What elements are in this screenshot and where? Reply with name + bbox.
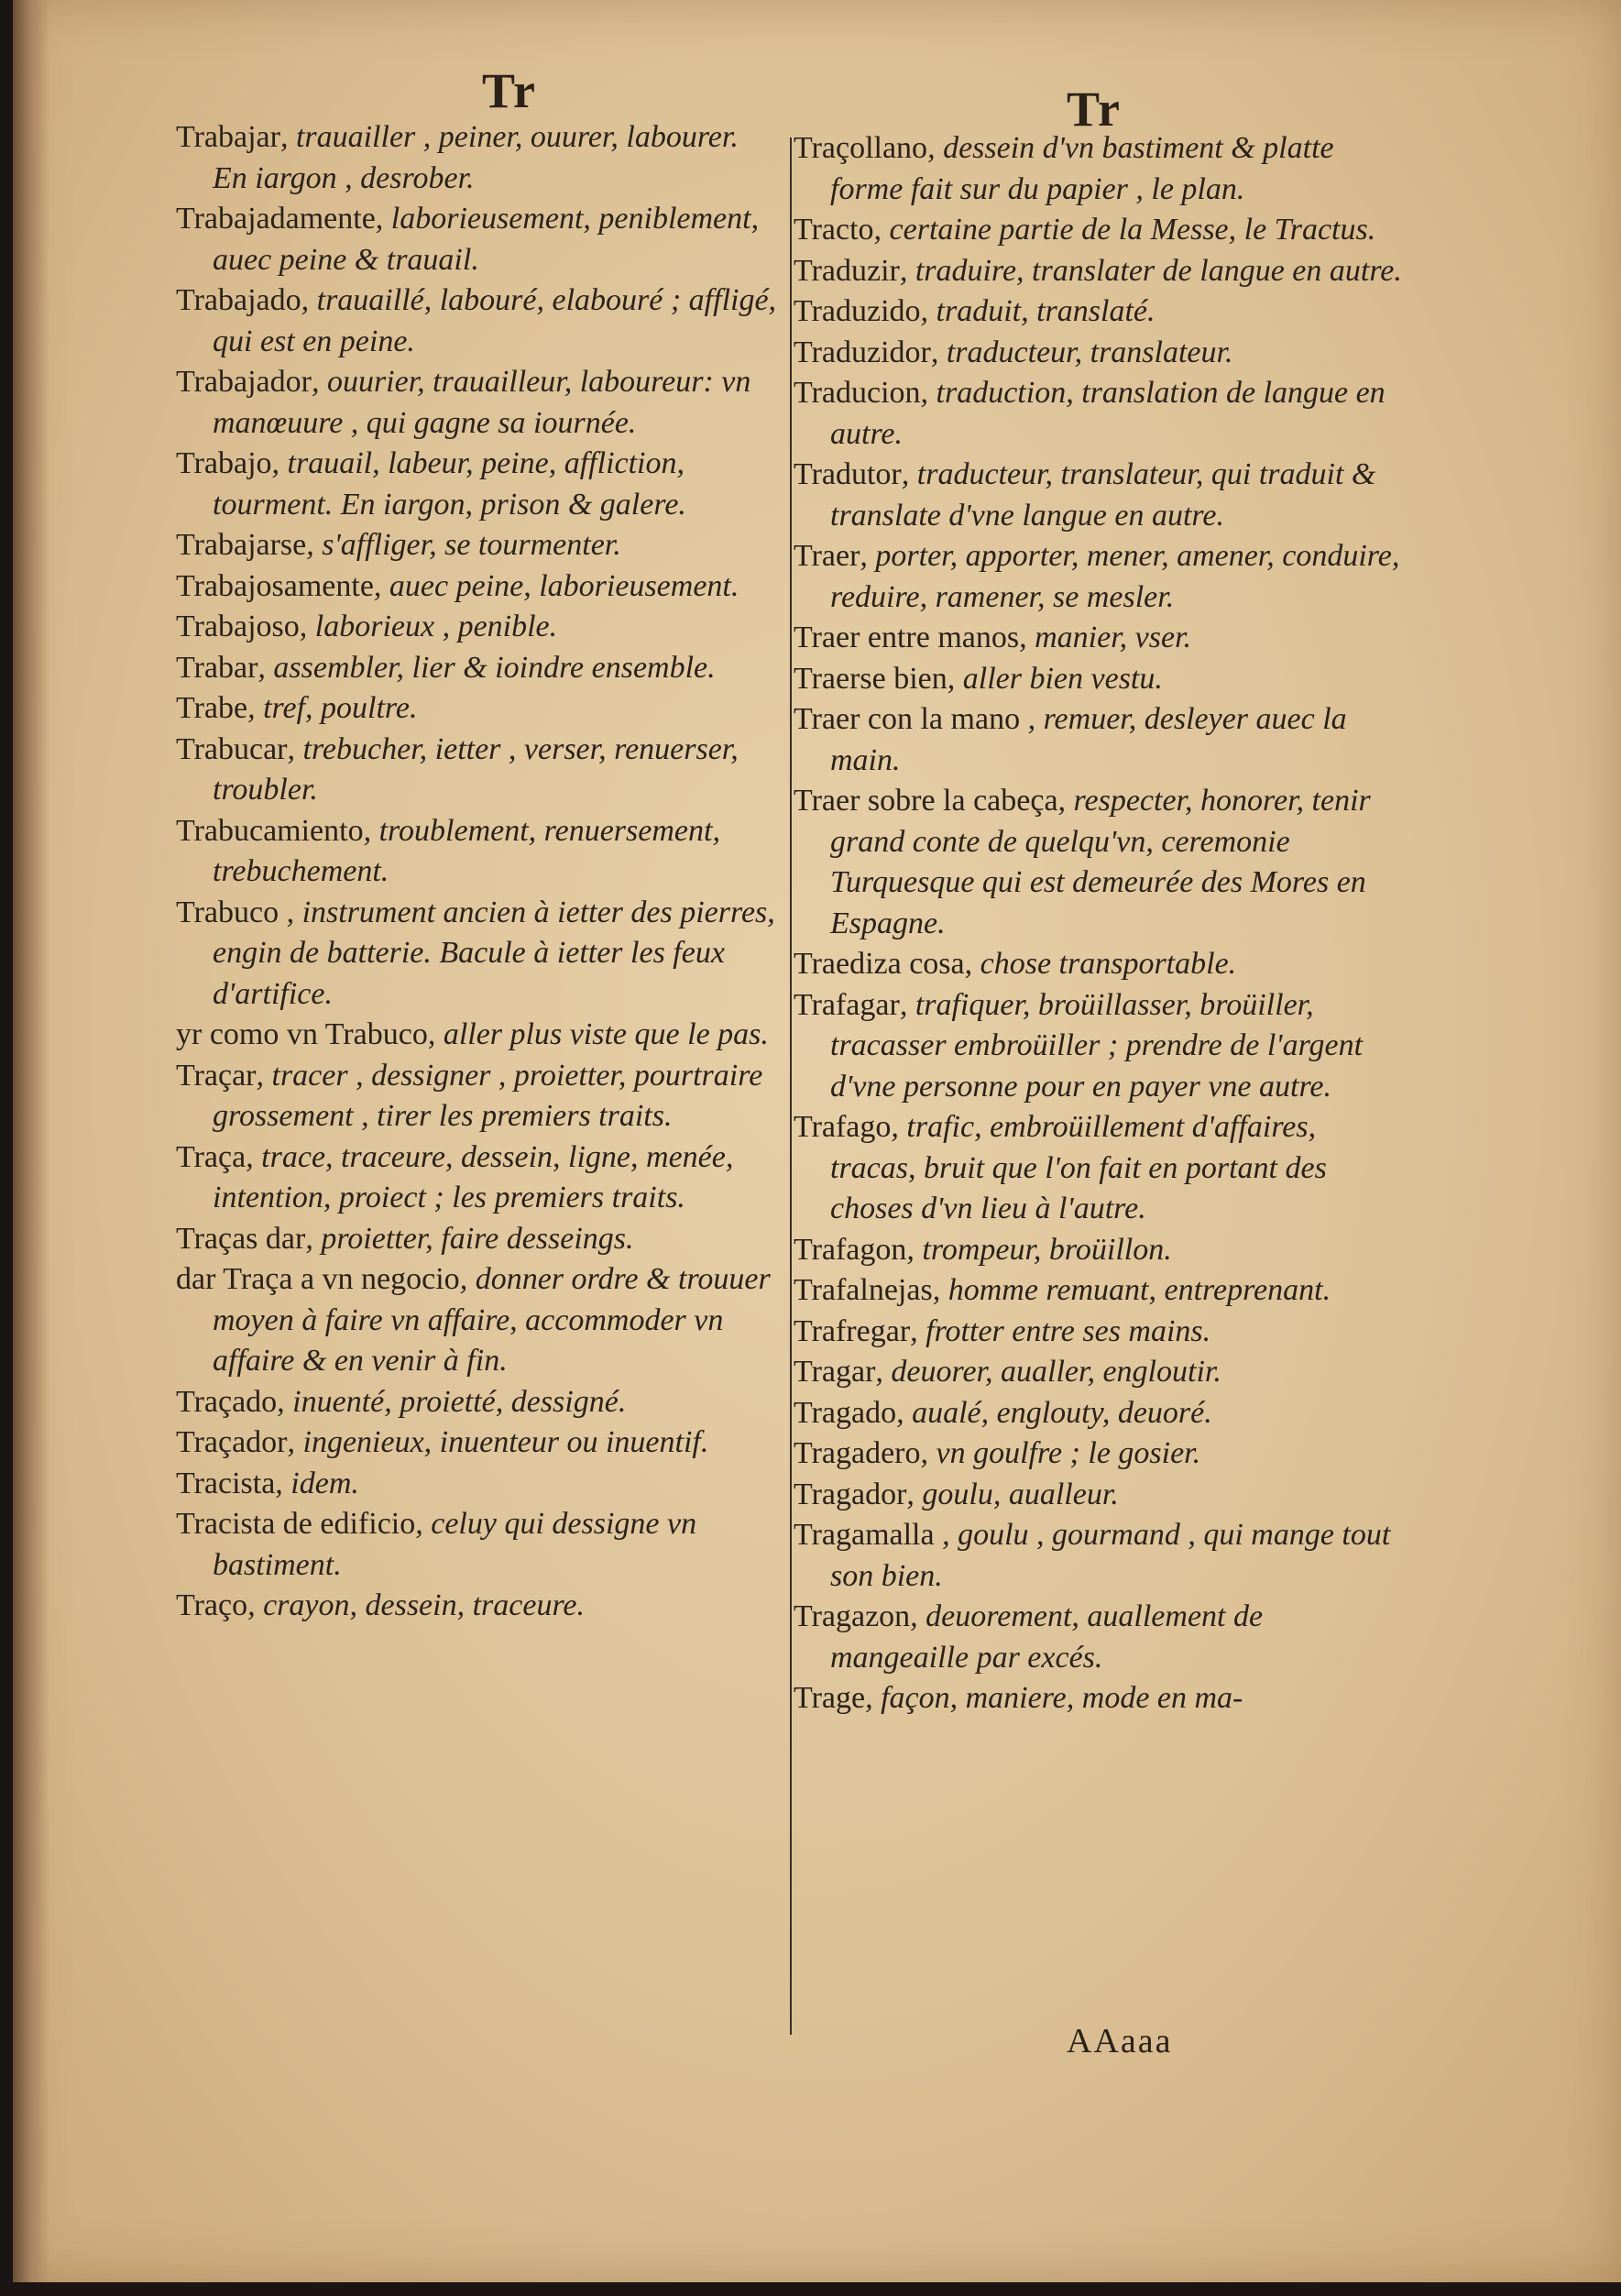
headword: Traduzir [794,253,900,288]
definition: , idem. [275,1466,359,1500]
definition: , proietter, faire desseings. [305,1221,634,1256]
dictionary-entry [176,607,781,648]
dictionary-entry [176,1015,781,1056]
definition: , porter, apporter, mener, amener, conduire, reduire, ramener, se mesler. [830,539,1400,614]
dictionary-entry [176,1137,781,1219]
definition: , celuy qui dessigne vn bastiment. [213,1507,697,1582]
definition: , troublement, renuersement, trebuchement. [213,813,720,888]
running-head-left: Tr [482,63,537,118]
definition: , aualé, englouty, deuoré. [896,1395,1212,1430]
dictionary-entry [176,1464,781,1505]
headword: Traçar [176,1058,257,1093]
headword: yr como vn Trabuco [176,1017,428,1051]
headword: Trabar [176,650,258,685]
headword: Trabucar [176,731,288,766]
headword: Trabajadamente [176,202,376,236]
definition: , trafiquer, broüillasser, broüiller, tracasser embroüiller ; prendre de l'argent d'vne personne pour en payer vne autre. [830,987,1364,1104]
dictionary-entry [794,1352,1407,1393]
dictionary-entry [794,210,1407,251]
dictionary-entry [176,566,781,608]
headword: Tracista de edificio [176,1507,416,1541]
dictionary-entry [794,1393,1407,1434]
dictionary-entry [794,251,1407,292]
dictionary-entry [176,1382,781,1423]
headword: Trabuco [176,895,279,929]
headword: Traducion [794,376,921,410]
headword: Traer con la mano [794,702,1021,736]
dictionary-entry [176,444,781,525]
definition: , traducteur, translateur, qui traduit & translate d'vne langue en autre. [830,457,1376,533]
dictionary-entry [176,1219,781,1260]
headword: Trabajo [176,446,272,480]
headword: Traças dar [176,1221,306,1256]
definition: , trace, traceure, dessein, ligne, menée, intention, proiect ; les premiers traits. [213,1139,734,1214]
definition: , remuer, desleyer auec la main. [830,702,1347,777]
headword: Trabajar [176,120,280,154]
dictionary-entry [794,1597,1407,1678]
definition: , goulu, aualleur. [906,1477,1119,1511]
headword: Trabucamiento [176,813,364,848]
headword: Tracto [794,213,874,247]
dictionary-entry [794,944,1407,985]
dictionary-entry [794,699,1407,781]
headword: Tragazon [794,1599,911,1633]
dictionary-entry [794,291,1407,333]
headword: Trabe [176,691,248,725]
dictionary-entry [794,985,1407,1108]
definition: , traduire, translater de langue en autre. [899,253,1402,288]
definition: , crayon, dessein, traceure. [247,1588,586,1622]
definition: , deuorement, auallement de mangeaille par excés. [830,1599,1264,1675]
definition: , trompeur, broüillon. [906,1232,1172,1267]
dictionary-entry [794,1312,1407,1353]
definition: , assembler, lier & ioindre ensemble. [257,650,716,685]
definition: , dessein d'vn bastiment & platte forme fait sur du papier , le plan. [830,131,1334,206]
definition: , respecter, honorer, tenir grand conte de quelqu'vn, ceremonie Turquesque qui est demeurée des Mores en Espagne. [830,784,1371,940]
dictionary-entry [176,893,781,1016]
dictionary-entry [176,525,781,566]
definition: , homme remuant, entreprenant. [932,1273,1331,1307]
dictionary-entry [176,1056,781,1137]
definition: , trafic, embroüillement d'affaires, tracas, bruit que l'on fait en portant des choses d'vn lieu à l'autre. [830,1110,1327,1225]
definition: , auec peine, laborieusement. [373,568,739,603]
headword: Traerse bien [794,661,947,696]
headword: Traer sobre la cabeça [794,784,1058,818]
definition: , vn goulfre ; le gosier. [920,1436,1201,1470]
dictionary-entry [794,1515,1407,1597]
headword: Trabajoso [176,610,300,643]
definition: , traducteur, translateur. [930,335,1233,369]
headword: Trafagar [794,987,900,1022]
headword: Tracista [176,1466,276,1500]
headword: Traduzido [794,294,921,328]
definition: , façon, maniere, mode en ma- [865,1681,1243,1715]
dictionary-entry [794,618,1407,659]
headword: Trabajosamente [176,568,374,603]
definition: , aller bien vestu. [947,661,1163,696]
column-divider [790,137,792,2035]
headword: Tragador [794,1477,907,1511]
dictionary-entry [794,333,1407,374]
headword: Trage [794,1681,866,1715]
dictionary-entry [176,1423,781,1464]
definition: , donner ordre & trouuer moyen à faire vn affaire, accommoder vn affaire & en venir à fin. [213,1262,771,1378]
dictionary-entry [176,280,781,362]
definition: , certaine partie de la Messe, le Tractus. [873,213,1376,247]
definition: , deuorer, aualler, engloutir. [875,1355,1221,1389]
dictionary-entry [176,811,781,893]
running-head-right: Tr [1067,82,1122,137]
definition: , ingenieux, inuenteur ou inuentif. [287,1425,709,1459]
headword: Traer entre manos [794,621,1020,654]
headword: Traçado [176,1384,278,1419]
definition: , trauail, labeur, peine, affliction, tourment. En iargon, prison & galere. [213,446,686,522]
headword: Traer [794,539,860,573]
catchword: AAaaa [1067,2022,1173,2060]
headword: Trabajador [176,365,312,399]
headword: Trafregar [794,1313,911,1348]
dictionary-entry [794,373,1407,455]
headword: Trabajado [176,283,301,317]
definition: , tref, poultre. [247,691,418,725]
headword: Trafago [794,1110,892,1144]
book-page [13,0,1621,2282]
definition: , goulu , gourmand , qui mange tout son bien. [830,1518,1391,1593]
definition: , trauaillé, labouré, elabouré ; affligé, qui est en peine. [213,283,777,358]
definition: , instrument ancien à ietter des pierres, engin de batterie. Bacule à ietter les feux d'artifice. [213,895,775,1011]
dictionary-entry [794,1678,1407,1719]
definition: , laborieusement, peniblement, auec peine & trauail. [213,202,760,277]
dictionary-entry [794,1270,1407,1312]
definition: , s'affliger, se tourmenter. [306,528,621,562]
headword: Tragado [794,1395,897,1430]
headword: Traçador [176,1425,288,1459]
headword: Traça [176,1139,246,1174]
headword: Traediza cosa [794,947,965,981]
definition: , trauailler , peiner, ouurer, labourer. En iargon , desrober. [213,120,739,195]
definition: , traduit, translaté. [920,294,1156,328]
binding-gutter [13,0,49,2282]
dictionary-entry [794,1230,1407,1271]
dictionary-entry [176,1504,781,1586]
dictionary-entry [794,1107,1407,1230]
left-column [176,117,781,1627]
headword: Traçollano [794,131,928,165]
definition: , trebucher, ietter , verser, renuerser, troubler. [213,731,739,807]
definition: , aller plus viste que le pas. [427,1017,769,1051]
dictionary-entry [794,128,1407,210]
dictionary-entry [794,455,1407,536]
dictionary-entry [176,199,781,280]
dictionary-entry [176,117,781,199]
right-column [794,128,1407,1719]
dictionary-entry [176,362,781,444]
dictionary-entry [176,1259,781,1382]
dictionary-entry [176,1586,781,1627]
dictionary-entry [794,659,1407,700]
definition: , tracer , dessigner , proietter, pourtraire grossement , tirer les premiers traits. [213,1058,763,1133]
headword: Tragar [794,1355,876,1389]
definition: , manier, vser. [1019,621,1192,654]
dictionary-entry [176,648,781,689]
headword: dar Traça a vn negocio [176,1262,460,1296]
headword: Trabajarse [176,528,307,562]
headword: Trafalnejas [794,1273,933,1307]
dictionary-entry [794,1475,1407,1516]
headword: Tradutor [794,457,902,491]
dictionary-entry [176,730,781,811]
definition: , chose transportable. [964,947,1237,981]
dictionary-entry [176,688,781,730]
dictionary-entry [794,536,1407,618]
definition: , ouurier, trauailleur, laboureur: vn manœuure , qui gagne sa iournée. [213,365,751,440]
dictionary-entry [794,781,1407,944]
definition: , frotter entre ses mains. [910,1313,1211,1348]
definition: , laborieux , penible. [299,610,558,643]
headword: Tragadero [794,1436,921,1470]
headword: Traduzidor [794,335,931,369]
headword: Trafagon [794,1232,907,1267]
dictionary-entry [794,1434,1407,1475]
headword: Traço [176,1588,248,1622]
definition: , traduction, translation de langue en autre. [830,376,1386,451]
headword: Tragamalla [794,1518,935,1552]
definition: , inuenté, proietté, dessigné. [277,1384,627,1419]
